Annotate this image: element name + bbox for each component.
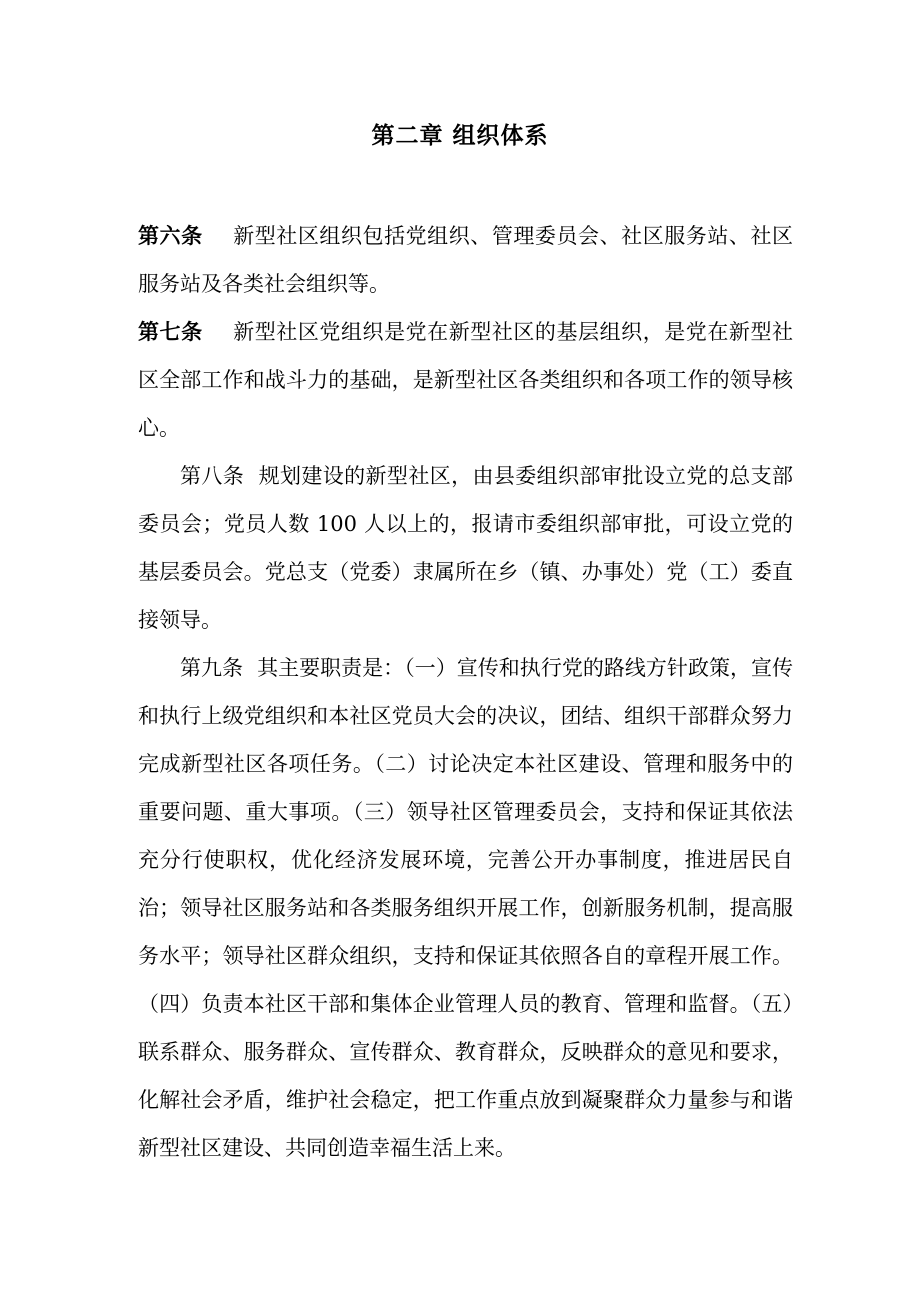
- article-9-label: 第九条: [180, 656, 244, 680]
- article-8-label: 第八条: [180, 464, 245, 488]
- article-9-text: 其主要职责是：（一）宣传和执行党的路线方针政策，宣传和执行上级党组织和本社区党员大会的决议，团结、组织干部群众努力完成新型社区各项任务。（二）讨论决定本社区建设、管理和服务中的重要问题、重大事项。（三）领导社区管理委员会，支持和保证其依法充分行使职权，优化经济发展环境，完善公开办事制度，推进居民自治；领导社区服务站和各类服务组织开展工作，创新服务机制，提高服务水平；领导社区群众组织，支持和保证其依照各自的章程开展工作。（四）负责本社区干部和集体企业管理人员的教育、管理和监督。（五）联系群众、服务群众、宣传群众、教育群众，反映群众的意见和要求，化解社会矛盾，维护社会稳定，把工作重点放到凝聚群众力量参与和谐新型社区建设、共同创造幸福生活上来。: [138, 656, 794, 1160]
- chapter-title: 第二章 组织体系: [371, 123, 549, 149]
- article-9: [138, 644, 793, 1172]
- article-8: [138, 452, 793, 644]
- article-8-text: 规划建设的新型社区，由县委组织部审批设立党的总支部委员会；党员人数 100 人以上的，报请市委组织部审批，可设立党的基层委员会。党总支（党委）隶属所在乡（镇、办事处）党（工）委直接领导。: [138, 464, 794, 632]
- article-6-text: 新型社区组织包括党组织、管理委员会、社区服务站、社区服务站及各类社会组织等。: [138, 224, 793, 296]
- article-7: [138, 308, 793, 452]
- article-6: [138, 212, 793, 308]
- article-7-text: 新型社区党组织是党在新型社区的基层组织，是党在新型社区全部工作和战斗力的基础，是新型社区各类组织和各项工作的领导核心。: [138, 320, 793, 440]
- article-6-label: 第六条: [138, 224, 203, 248]
- article-7-label: 第七条: [138, 320, 203, 344]
- article-body: [138, 212, 793, 1172]
